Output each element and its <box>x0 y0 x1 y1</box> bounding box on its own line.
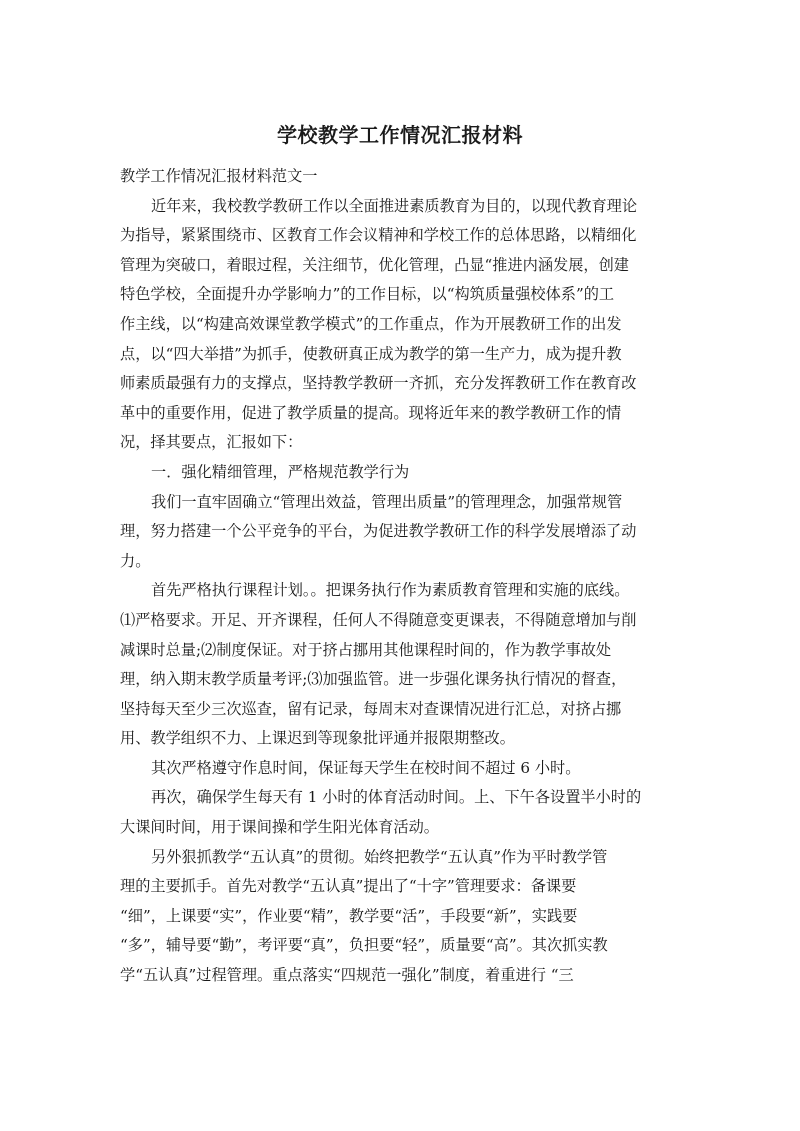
paragraph-line: 大课间时间，用于课间操和学生阳光体育活动。 <box>120 818 439 837</box>
paragraph-line: 用、教学组织不力、上课迟到等现象批评通并报限期整改。 <box>120 729 515 748</box>
paragraph-line: “多”，辅导要“勤”，考评要“真”，负担要“轻”，质量要“高”。其次抓实教 <box>120 936 608 955</box>
paragraph-line: 理的主要抓手。首先对教学“五认真”提出了“十字”管理要求：备课要 <box>120 877 577 896</box>
paragraph-line: 管理为突破口，着眼过程，关注细节，优化管理，凸显“推进内涵发展，创建 <box>120 255 629 274</box>
paragraph-line: 其次严格遵守作息时间，保证每天学生在校时间不超过 6 小时。 <box>151 758 581 777</box>
paragraph-line: “细”，上课要“实”，作业要“精”，教学要“活”，手段要“新”，实践要 <box>120 906 578 925</box>
document-subtitle: 教学工作情况汇报材料范文一 <box>120 167 318 185</box>
paragraph-line: 减课时总量;⑵制度保证。对于挤占挪用其他课程时间的，作为教学事故处 <box>120 640 612 659</box>
document-body <box>120 162 665 991</box>
paragraph-line: 我们一直牢固确立“管理出效益，管理出质量”的管理理念，加强常规管 <box>151 492 623 511</box>
paragraph-line: 况，择其要点，汇报如下： <box>120 433 303 452</box>
paragraph-line: 再次，确保学生每天有 1 小时的体育活动时间。上、下午各设置半小时的 <box>151 788 642 807</box>
paragraph-line: 另外狠抓教学“五认真”的贯彻。始终把教学“五认真”作为平时教学管 <box>151 847 608 866</box>
paragraph-line: 师素质最强有力的支撑点，坚持教学教研一齐抓，充分发挥教研工作在教育改 <box>120 374 637 393</box>
paragraph-line: 特色学校，全面提升办学影响力”的工作目标，以“构筑质量强校体系”的工 <box>120 285 615 304</box>
paragraph-line: 革中的重要作用，促进了教学质量的提高。现将近年来的教学教研工作的情 <box>120 403 622 422</box>
paragraph-line: 学“五认真”过程管理。重点落实“四规范一强化”制度，着重进行 “三 <box>120 966 574 985</box>
paragraph-line: 作主线，以“构建高效课堂教学模式”的工作重点，作为开展教研工作的出发 <box>120 314 622 333</box>
paragraph-line: 点，以“四大举措”为抓手，使教研真正成为教学的第一生产力，成为提升教 <box>120 344 622 363</box>
paragraph-line: 首先严格执行课程计划。。把课务执行作为素质教育管理和实施的底线。 <box>151 581 630 600</box>
paragraph-line: ⑴严格要求。开足、开齐课程，任何人不得随意变更课表，不得随意增加与削 <box>120 610 637 629</box>
paragraph-line: 坚持每天至少三次巡查，留有记录，每周末对查课情况进行汇总，对挤占挪 <box>120 699 622 718</box>
paragraph-line: 理，努力搭建一个公平竞争的平台，为促进教学教研工作的科学发展增添了动 <box>120 522 637 541</box>
paragraph-line: 为指导，紧紧围绕市、区教育工作会议精神和学校工作的总体思路，以精细化 <box>120 226 637 245</box>
section-heading: 一．强化精细管理，严格规范教学行为 <box>151 462 410 481</box>
paragraph-line: 力。 <box>120 551 151 570</box>
paragraph-line: 近年来，我校教学教研工作以全面推进素质教育为目的，以现代教育理论 <box>151 196 637 215</box>
document-title: 学校教学工作情况汇报材料 <box>277 123 523 147</box>
paragraph-line: 理，纳入期末教学质量考评;⑶加强监管。进一步强化课务执行情况的督查， <box>120 670 627 689</box>
